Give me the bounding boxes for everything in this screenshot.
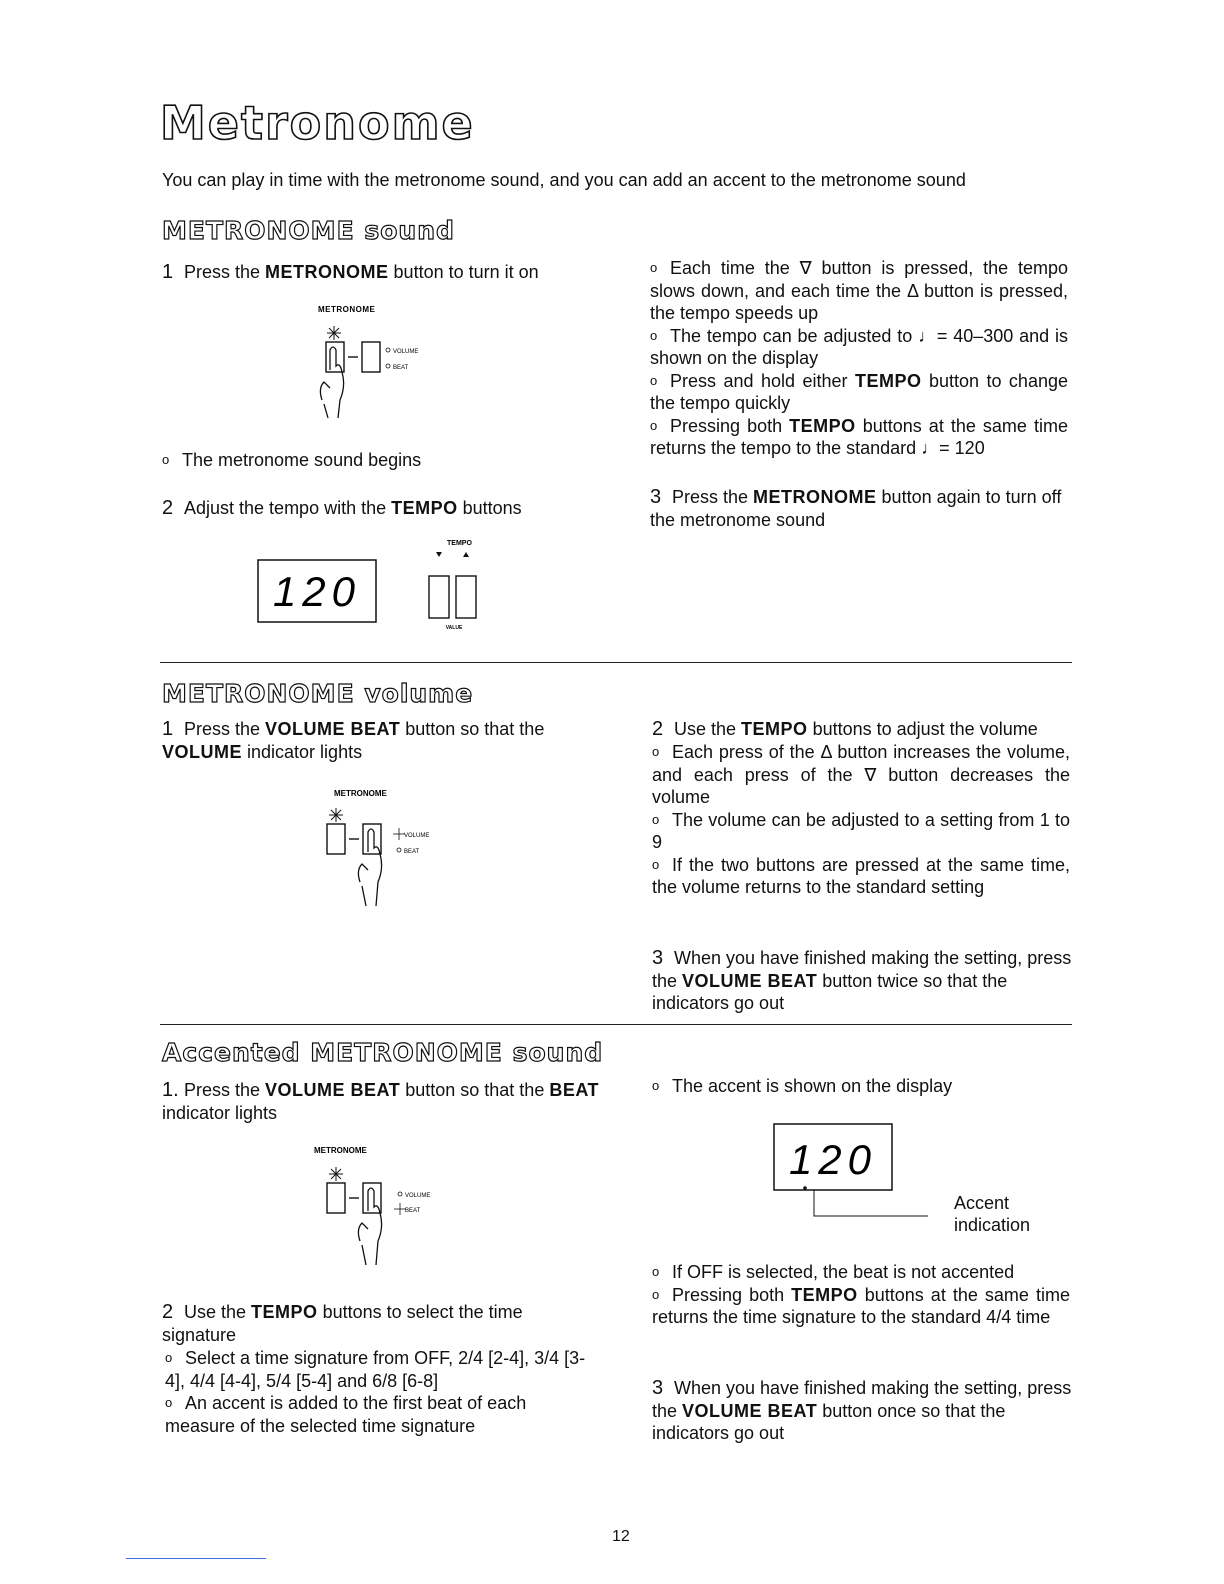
svg-text:BEAT: BEAT (405, 1208, 421, 1214)
svg-text:VOLUME: VOLUME (404, 833, 430, 839)
section-divider (160, 1024, 1072, 1025)
tempo-down-button (429, 576, 449, 618)
figure-label: METRONOME (318, 305, 376, 314)
display-value: 120 (788, 1136, 878, 1183)
page-title: Metronome (160, 96, 475, 150)
accent-right-bullet-1: o The accent is shown on the display (652, 1076, 953, 1096)
accent-display-figure (770, 1120, 950, 1220)
page-number: 12 (612, 1528, 630, 1545)
volume-beat-button (362, 342, 380, 372)
svg-text:TEMPO: TEMPO (447, 540, 472, 547)
sound-step-1: 1 Press the METRONOME button to turn it on (162, 261, 539, 283)
section-heading-volume: METRONOME volume (162, 679, 474, 708)
accent-step-1: 1. Press the VOLUME BEAT button so that the BEAT indicator lights (162, 1079, 599, 1123)
list-item: o Press and hold either TEMPO button to change the tempo quickly (650, 370, 1068, 413)
list-item: o Select a time signature from OFF, 2/4 [2-4], 3/4 [3-4], 4/4 [4-4], 5/4 [5-4] and 6/8 [6-8] (165, 1348, 586, 1391)
list-item: o Pressing both TEMPO buttons at the same time returns the tempo to the standard ♩= 120 (650, 415, 1068, 458)
tempo-up-icon (463, 552, 469, 557)
section-divider (160, 662, 1072, 663)
lit-indicator-icon (327, 326, 341, 340)
list-item: o Each press of the Δ button increases the volume, and each press of the ∇ button decreases the volume (652, 742, 1070, 807)
list-item: o The tempo can be adjusted to ♩= 40–300 and is shown on the display (650, 325, 1068, 368)
sound-bullet-begins: o The metronome sound begins (162, 450, 422, 470)
beat-button-figure (300, 1143, 480, 1283)
volume-step-3: 3 When you have finished making the setting, press the VOLUME BEAT button twice so that the indicators go out (652, 947, 1072, 1013)
list-item: o An accent is added to the first beat of each measure of the selected time signature (165, 1393, 527, 1436)
pressing-finger-icon (358, 1188, 381, 1265)
metronome-button (327, 1183, 345, 1213)
svg-text:METRONOME: METRONOME (334, 789, 387, 798)
section-heading-accent: Accented METRONOME sound (162, 1038, 604, 1067)
sound-step-3: 3 Press the METRONOME button again to turn off the metronome sound (650, 486, 1062, 530)
intro-text: You can play in time with the metronome sound, and you can add an accent to the metronome sound (162, 170, 966, 190)
tempo-display-figure (256, 536, 516, 636)
accent-step-2: 2 Use the TEMPO buttons to select the time signature (162, 1301, 523, 1345)
sound-step-2: 2 Adjust the tempo with the TEMPO buttons (162, 497, 522, 519)
volume-bullets (652, 741, 1070, 899)
sound-right-bullets (650, 257, 1068, 460)
lit-indicator-icon (329, 1167, 343, 1181)
svg-text:VOLUME: VOLUME (405, 1193, 431, 1199)
metronome-button-figure (300, 300, 480, 440)
accent-caption: Accent indication (954, 1193, 1031, 1235)
footer-rule (126, 1558, 266, 1559)
tempo-down-icon (436, 552, 442, 557)
svg-text:BEAT: BEAT (393, 365, 409, 371)
section-heading-sound: METRONOME sound (162, 216, 455, 245)
tempo-up-button (456, 576, 476, 618)
list-item: o If OFF is selected, the beat is not accented (652, 1262, 1015, 1282)
list-item: o The volume can be adjusted to a setting from 1 to 9 (652, 809, 1070, 852)
svg-text:VOLUME: VOLUME (393, 349, 419, 355)
metronome-button (327, 824, 345, 854)
lit-indicator-icon (329, 808, 343, 822)
accent-leader-line (814, 1190, 928, 1216)
list-item: o Pressing both TEMPO buttons at the same time returns the time signature to the standard 4/4 time (652, 1284, 1070, 1327)
accent-right-bullets (652, 1261, 1070, 1329)
list-item: o Each time the ∇ button is pressed, the tempo slows down, and each time the Δ button is pressed, the tempo speeds up (650, 258, 1068, 323)
pressing-finger-icon (358, 829, 381, 906)
volume-step-2: 2 Use the TEMPO buttons to adjust the volume (652, 718, 1038, 740)
svg-text:VALUE: VALUE (445, 625, 463, 631)
list-item: o If the two buttons are pressed at the same time, the volume returns to the standard setting (652, 854, 1070, 897)
accent-step-3: 3 When you have finished making the setting, press the VOLUME BEAT button once so that the indicators go out (652, 1377, 1072, 1443)
volume-button-figure (300, 786, 480, 926)
accent-bullets (165, 1347, 587, 1437)
display-value: 120 (272, 568, 362, 615)
pressing-finger-icon (320, 347, 343, 418)
svg-text:METRONOME: METRONOME (314, 1146, 367, 1155)
volume-step-1: 1 Press the VOLUME BEAT button so that the VOLUME indicator lights (162, 718, 545, 762)
svg-text:BEAT: BEAT (404, 849, 420, 855)
accent-dot-icon (803, 1186, 807, 1190)
